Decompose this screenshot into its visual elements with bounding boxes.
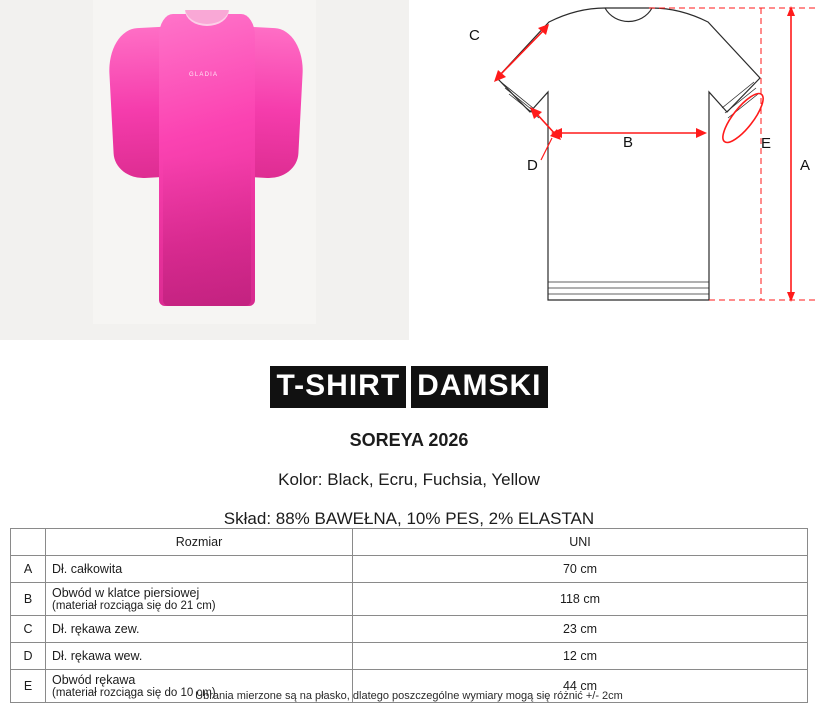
- diagram-label-E: E: [761, 135, 772, 152]
- table-row: [11, 583, 808, 616]
- row-letter: D: [11, 643, 46, 670]
- tshirt-photo-illustration: [111, 6, 301, 306]
- row-letter: E: [11, 670, 46, 703]
- row-label: [46, 616, 353, 643]
- diagram-label-C: C: [469, 27, 480, 44]
- measurement-footnote: Ubrania mierzone są na płasko, dlatego poszczególne wymiary mogą się różnić +/- 2cm: [195, 690, 623, 702]
- tshirt-chest-logo: GLADIA: [189, 72, 219, 78]
- table-row: [11, 556, 808, 583]
- row-value: 23 cm: [353, 616, 808, 643]
- row-label: [46, 583, 353, 616]
- measurement-diagram-svg: [409, 0, 818, 340]
- product-image-band: [0, 0, 818, 340]
- row-label-text: Dł. rękawa zew.: [52, 622, 140, 636]
- page-title-part1: T-SHIRT: [270, 366, 406, 408]
- row-label-note: (materiał rozciąga się do 21 cm): [52, 600, 216, 612]
- table-header-letter: [11, 529, 46, 556]
- diagram-label-A: A: [800, 157, 811, 174]
- row-value: 118 cm: [353, 583, 808, 616]
- product-photo: [0, 0, 409, 340]
- diagram-label-D: D: [527, 157, 538, 174]
- row-letter: B: [11, 583, 46, 616]
- diagram-label-B: B: [623, 134, 634, 151]
- size-table: [10, 528, 808, 703]
- row-label-note: (materiał rozciąga się do 10 cm): [52, 687, 216, 699]
- row-label: [46, 643, 353, 670]
- table-header-label: Rozmiar: [46, 529, 353, 556]
- measurement-diagram: [409, 0, 818, 340]
- row-label-text: Obwód rękawa: [52, 673, 136, 687]
- row-label: [46, 556, 353, 583]
- row-value: 70 cm: [353, 556, 808, 583]
- row-letter: A: [11, 556, 46, 583]
- row-label-text: Dł. rękawa wew.: [52, 649, 143, 663]
- size-table-wrap: [10, 528, 808, 703]
- page-title: [270, 366, 547, 408]
- product-composition: Skład: 88% BAWEŁNA, 10% PES, 2% ELASTAN: [223, 509, 595, 528]
- table-header-row: [11, 529, 808, 556]
- product-photo-inner: [93, 0, 316, 324]
- table-row: [11, 643, 808, 670]
- tshirt-shadow: [163, 156, 251, 306]
- product-colors: Kolor: Black, Ecru, Fuchsia, Yellow: [278, 470, 540, 489]
- row-value: 44 cm: [353, 670, 808, 703]
- row-letter: C: [11, 616, 46, 643]
- row-value: 12 cm: [353, 643, 808, 670]
- row-label-text: Dł. całkowita: [52, 562, 123, 576]
- table-row: [11, 616, 808, 643]
- product-model: SOREYA 2026: [349, 430, 469, 450]
- page-title-part2: DAMSKI: [411, 366, 547, 408]
- table-header-value: UNI: [353, 529, 808, 556]
- page-title-wrap: [0, 366, 818, 408]
- row-label-text: Obwód w klatce piersiowej: [52, 586, 200, 600]
